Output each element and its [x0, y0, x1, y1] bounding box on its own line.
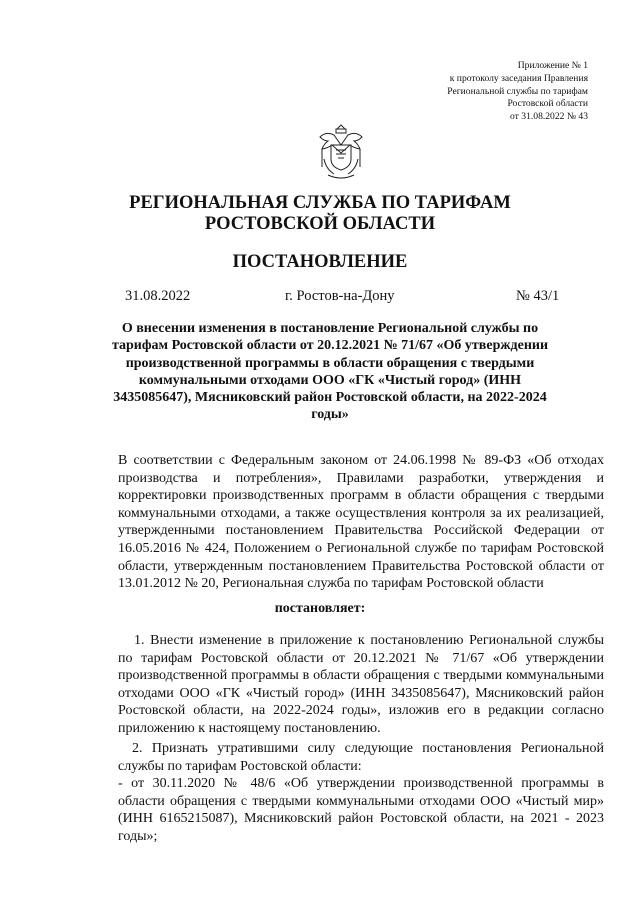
agency-name [0, 193, 640, 235]
item-2-subitem: - от 30.11.2020 № 48/6 «Об утверждении производственной программы в области обращения с твердыми коммунальными отходами ООО «Чистый мир» (ИНН 6165215087), Мясниковский район Ростовской области, на 2021 - 2023 годы»; [118, 776, 604, 844]
decree-word: постановляет: [274, 601, 366, 616]
document-number: № 43/1 [516, 288, 560, 304]
document-subject: О внесении изменения в постановление Региональной службы по тарифам Ростовской области от 20.12.2021 № 71/67 «Об утверждении производственной программы в области обращения с твердыми коммунальными отходами ООО «ГК «Чистый город» (ИНН 3435085647), Мясниковский район Ростовской области, на 2022-2024 годы» [111, 321, 549, 423]
document-type: ПОСТАНОВЛЕНИЕ [232, 252, 408, 272]
coat-of-arms-icon [314, 119, 368, 183]
preamble-paragraph [118, 452, 604, 593]
appendix-line: от 31.08.2022 № 43 [510, 111, 588, 123]
agency-line: РОСТОВСКОЙ ОБЛАСТИ [204, 214, 436, 234]
item-2: 2. Признать утратившими силу следующие постановления Региональной службы по тарифам Ростовской области: [118, 741, 604, 774]
document-date: 31.08.2022 [125, 288, 191, 304]
agency-line: РЕГИОНАЛЬНАЯ СЛУЖБА ПО ТАРИФАМ [129, 193, 511, 213]
preamble-text: В соответствии с Федеральным законом от 24.06.1998 № 89-ФЗ «Об отходах производства и потребления», Правилами разработки, утверждения и корректировки производственных программ в области обращения с твердыми коммунальными отходами, а также осуществления контроля за их реализацией, утвержденными постановлением Правительства Российской Федерации от 16.05.2016 № 424, Положением о Региональной службе по тарифам Ростовской области, утвержденным постановлением Правительства Ростовской области от 13.01.2012 № 20, Региональная служба по тарифам Ростовской области [118, 453, 604, 592]
appendix-line: Региональной службы по тарифам [447, 85, 588, 97]
appendix-line: Ростовской области [507, 98, 588, 110]
document-place: г. Ростов-на-Дону [285, 288, 395, 304]
appendix-line: Приложение № 1 [517, 60, 588, 71]
appendix-line: к протоколу заседания Правления [449, 72, 588, 84]
appendix-note [368, 60, 588, 124]
item-1: 1. Внести изменение в приложение к постановлению Региональной службы по тарифам Ростовской области от 20.12.2021 № 71/67 «Об утверждении производственной программы в области обращения с твердыми коммунальными отходами ООО «ГК «Чистый город» (ИНН 3435085647), Мясниковский район Ростовской области, на 2022-2024 годы», изложив его в редакции согласно приложению к настоящему постановлению. [118, 633, 604, 736]
